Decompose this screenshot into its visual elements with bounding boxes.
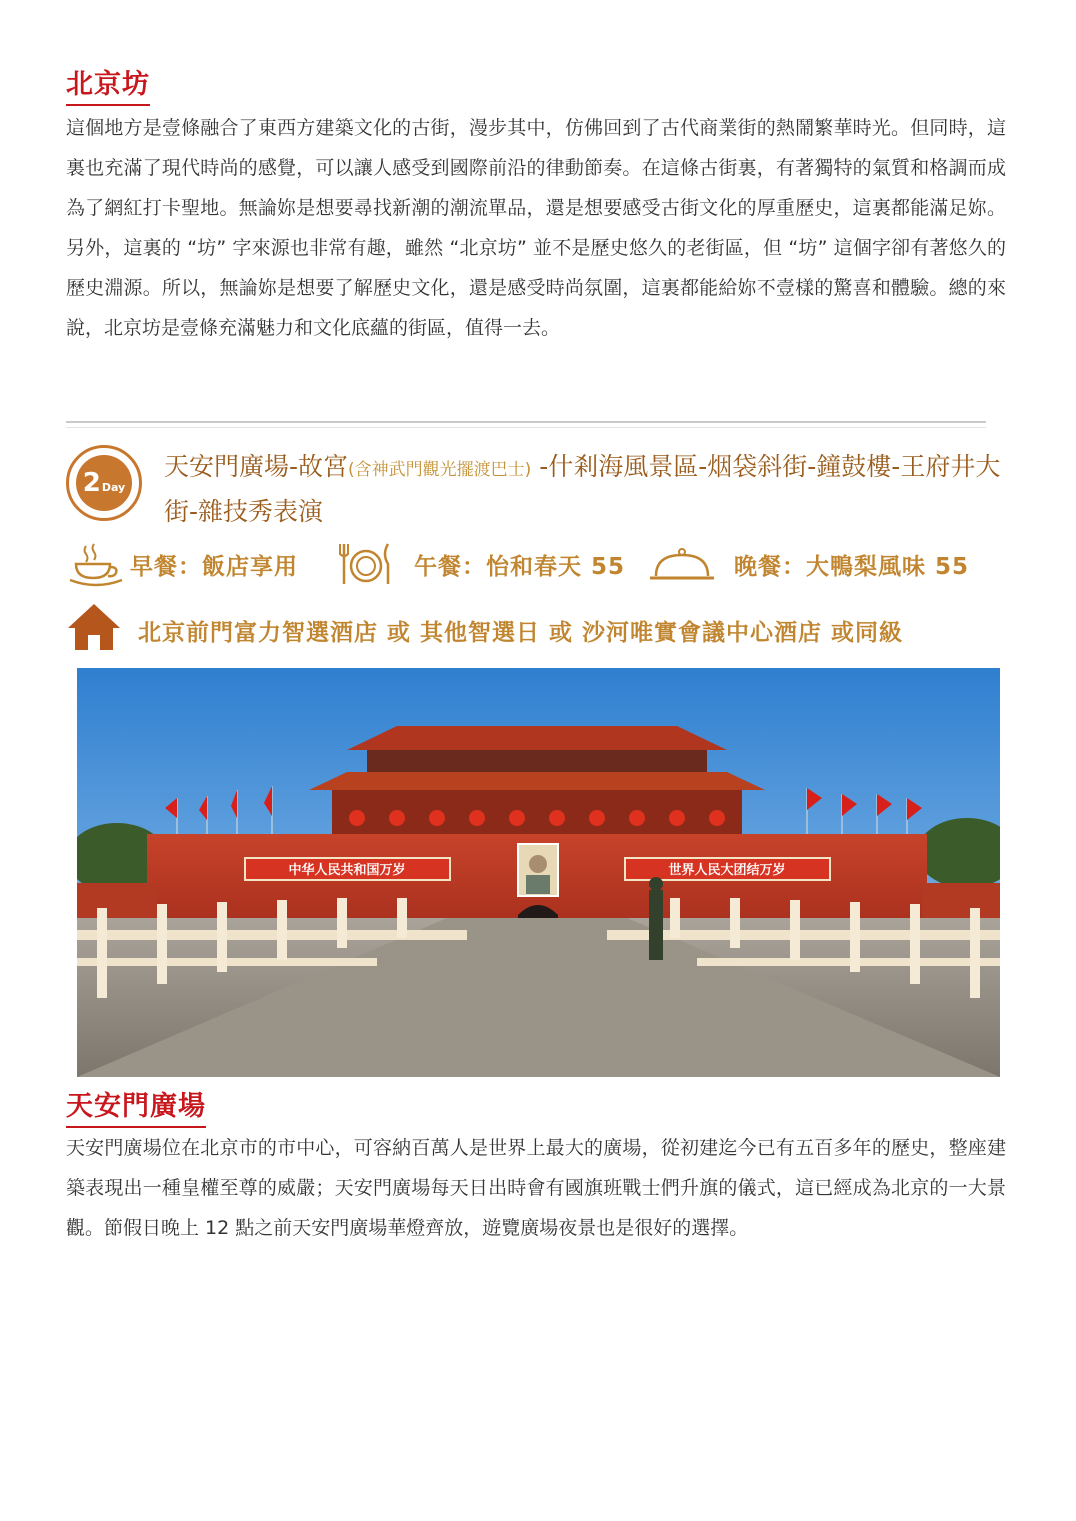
day-label: Day <box>101 480 126 494</box>
banner-left: 中华人民共和国万岁 <box>288 863 406 878</box>
teacup-icon <box>68 542 124 588</box>
day-route <box>164 446 1024 533</box>
section-body-tiananmen: 天安門廣場位在北京市的市中心，可容納百萬人是世界上最大的廣場，從初建迄今已有五百多年的歷史，整座建築表現出一種皇權至尊的威嚴；天安門廣場每天日出時會有國旗班戰士們升旗的儀式，這已經成為北京的一大景觀。節假日晚上 12 點之前天安門廣場華燈齊放，遊覽廣場夜景也是很好的選擇。 <box>66 1137 1006 1239</box>
day-badge <box>66 445 142 521</box>
dinner-text: 晚餐：大鴨梨風味 55 <box>734 554 970 580</box>
hotel-text: 北京前門富力智選酒店 或 其他智選日 或 沙河唯實會議中心酒店 或同級 <box>138 620 904 646</box>
tiananmen-photo <box>77 668 1000 1077</box>
section-divider <box>66 421 986 428</box>
tiananmen-illustration <box>77 668 1000 1077</box>
lunch-text: 午餐：怡和春天 55 <box>414 554 626 580</box>
section-title-tiananmen: 天安門廣場 <box>66 1090 206 1128</box>
route-part2: -什剎海風景區-烟袋斜街-鐘鼓樓-王府井大街-雜技秀表演 <box>164 452 1001 526</box>
section-body-beijingfang: 這個地方是壹條融合了東西方建築文化的古街，漫步其中，仿佛回到了古代商業街的熱鬧繁華時光。但同時，這裏也充滿了現代時尚的感覺，可以讓人感受到國際前沿的律動節奏。在這條古街裏，有著獨特的氣質和格調而成為了網紅打卡聖地。無論妳是想要尋找新潮的潮流單品，還是想要感受古街文化的厚重歷史，這裏都能滿足妳。另外，這裏的 “坊” 字來源也非常有趣，雖然 “北京坊” 並不是歷史悠久的老街區，但 “坊” 這個字卻有著悠久的歷史淵源。所以，無論妳是想要了解歷史文化，還是感受時尚氛圍，這裏都能給妳不壹樣的驚喜和體驗。總的來說，北京坊是壹條充滿魅力和文化底蘊的街區，值得一去。 <box>66 117 1006 339</box>
cloche-icon <box>648 546 716 584</box>
route-part1: 天安門廣場-故宮 <box>164 452 349 481</box>
house-icon <box>66 602 122 652</box>
route-note: (含神武門觀光擺渡巴士) <box>348 460 532 480</box>
section-title-beijingfang: 北京坊 <box>66 68 150 106</box>
day-badge-inner <box>76 455 132 511</box>
breakfast-text: 早餐：飯店享用 <box>130 554 298 580</box>
day-number: 2 <box>82 468 101 498</box>
banner-right: 世界人民大团结万岁 <box>668 863 786 878</box>
plate-cutlery-icon <box>338 540 394 588</box>
meal-row <box>66 540 1026 590</box>
